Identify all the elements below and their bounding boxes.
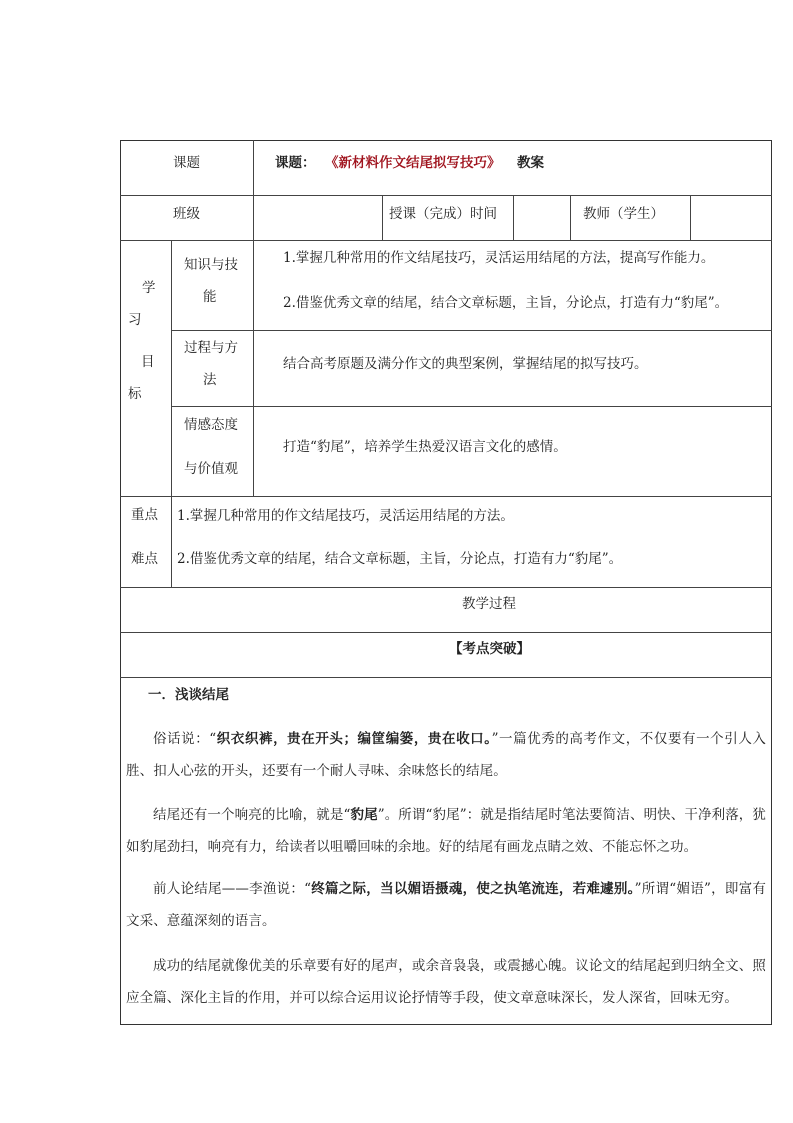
column-divider: [570, 195, 571, 240]
objective-label: 法: [203, 372, 217, 388]
column-divider: [382, 195, 383, 240]
key-point-text: 1.掌握几种常用的作文结尾技巧，灵活运用结尾的方法。: [177, 508, 514, 524]
row-divider: [120, 587, 772, 588]
lesson-title: 《新材料作文结尾拟写技巧》: [325, 155, 501, 171]
paragraph: 前人论结尾——李渔说：“终篇之际，当以媚语摄魂，使之执笔流连，若难遽别。”所谓“媚语”，即富有文采、意蕴深刻的语言。: [126, 881, 766, 929]
objectives-label-char: 习: [128, 312, 142, 328]
row-divider: [120, 496, 772, 497]
objective-text: 打造“豹尾”，培养学生热爱汉语言文化的感情。: [283, 439, 567, 455]
row-divider: [120, 195, 772, 196]
difficulties-label: 难点: [131, 551, 158, 567]
row-divider: [120, 632, 772, 633]
row-divider: [171, 330, 772, 331]
objectives-label-char: 学: [142, 280, 156, 296]
time-label: 授课（完成）时间: [389, 206, 497, 222]
subject-label: 课题: [173, 155, 200, 171]
objectives-label-char: 标: [128, 386, 142, 402]
objective-label: 能: [203, 289, 217, 305]
content-heading: 一．浅谈结尾: [148, 687, 229, 703]
teacher-label: 教师（学生）: [583, 206, 664, 222]
column-divider: [171, 240, 172, 587]
objective-text: 结合高考原题及满分作文的典型案例，掌握结尾的拟写技巧。: [283, 356, 648, 372]
column-divider: [690, 195, 691, 240]
row-divider: [120, 677, 772, 678]
row-divider: [171, 406, 772, 407]
paragraph: 成功的结尾就像优美的乐章要有好的尾声，或余音袅袅，或震撼心魄。议论文的结尾起到归纳全文、照应全篇、深化主旨的作用，并可以综合运用议论抒情等手段，使文章意味深长，发人深省，回味无穷。: [126, 958, 766, 1006]
objective-label: 情感态度: [184, 417, 238, 433]
paragraph: 俗话说：“织衣织裤，贵在开头；编筐编篓，贵在收口。”一篇优秀的高考作文，不仅要有一个引人入胜、扣人心弦的开头，还要有一个耐人寻味、余味悠长的结尾。: [126, 731, 767, 779]
title-prefix: 课题：: [275, 155, 316, 171]
column-divider: [513, 195, 514, 240]
objective-text: 1.掌握几种常用的作文结尾技巧，灵活运用结尾的方法，提高写作能力。: [283, 250, 715, 266]
section-title: 【考点突破】: [449, 641, 530, 657]
objective-label: 过程与方: [184, 340, 238, 356]
key-points-label: 重点: [131, 507, 158, 523]
objective-label: 与价值观: [184, 461, 238, 477]
column-divider: [253, 140, 254, 496]
objective-label: 知识与技: [184, 257, 238, 273]
row-divider: [120, 240, 772, 241]
objectives-label-char: 目: [141, 354, 155, 370]
key-point-text: 2.借鉴优秀文章的结尾，结合文章标题，主旨，分论点，打造有力“豹尾”。: [177, 551, 623, 567]
class-label: 班级: [173, 206, 200, 222]
title-suffix: 教案: [517, 155, 544, 171]
paragraph: 结尾还有一个响亮的比喻，就是“豹尾”。所谓“豹尾”：就是指结尾时笔法要简洁、明快、干净利落，犹如豹尾劲扫，响亮有力，给读者以咀嚼回味的余地。好的结尾有画龙点睛之效、不能忘怀之功。: [126, 807, 766, 855]
objective-text: 2.借鉴优秀文章的结尾，结合文章标题，主旨，分论点，打造有力“豹尾”。: [283, 295, 729, 311]
process-title: 教学过程: [462, 596, 516, 612]
